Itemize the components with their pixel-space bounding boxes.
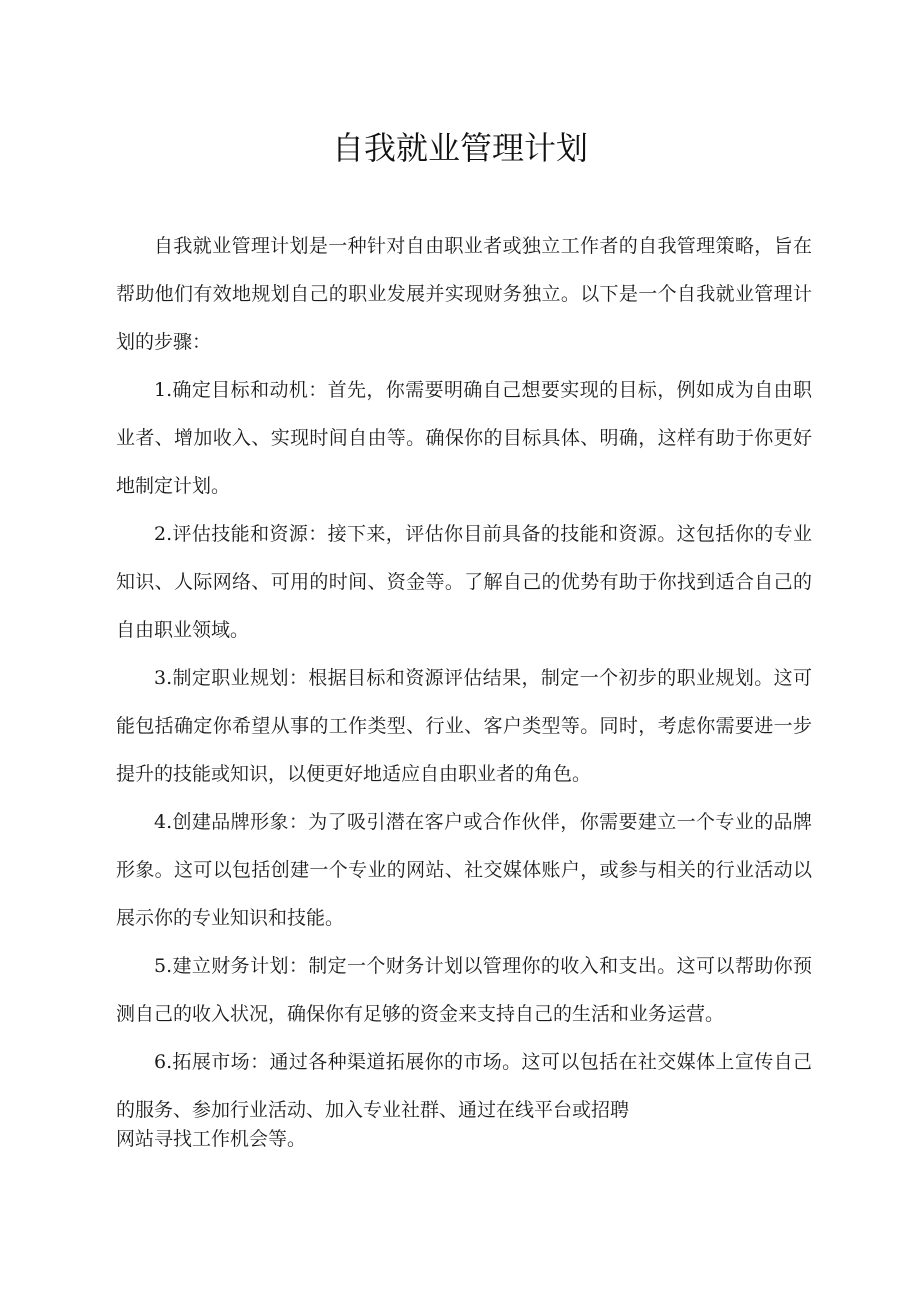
paragraph-step-4: 4.创建品牌形象：为了吸引潜在客户或合作伙伴，你需要建立一个专业的品牌形象。这可以包括创建一个专业的网站、社交媒体账户，或参与相关的行业活动以展示你的专业知识和技能。 [116,811,812,929]
paragraph-step-1: 1.确定目标和动机：首先，你需要明确自己想要实现的目标，例如成为自由职业者、增加收入、实现时间自由等。确保你的目标具体、明确，这样有助于你更好地制定计划。 [116,379,812,497]
paragraph-step-6: 6.拓展市场：通过各种渠道拓展你的市场。这可以包括在社交媒体上宣传自己的服务、参加行业活动、加入专业社群、通过在线平台或招聘 [116,1051,812,1121]
paragraph-step-2: 2.评估技能和资源：接下来，评估你目前具备的技能和资源。这包括你的专业知识、人际网络、可用的时间、资金等。了解自己的优势有助于你找到适合自己的自由职业领域。 [116,523,812,641]
document-body [116,222,812,1152]
paragraph-step-3: 3.制定职业规划：根据目标和资源评估结果，制定一个初步的职业规划。这可能包括确定你希望从事的工作类型、行业、客户类型等。同时，考虑你需要进一步提升的技能或知识，以便更好地适应自由职业者的角色。 [116,667,812,785]
paragraph-step-6-continuation: 网站寻找工作机会等。 [116,1128,307,1150]
paragraph-intro: 自我就业管理计划是一种针对自由职业者或独立工作者的自我管理策略，旨在帮助他们有效地规划自己的职业发展并实现财务独立。以下是一个自我就业管理计划的步骤： [116,235,812,353]
document-title: 自我就业管理计划 [331,129,588,167]
paragraph-step-5: 5.建立财务计划：制定一个财务计划以管理你的收入和支出。这可以帮助你预测自己的收入状况，确保你有足够的资金来支持自己的生活和业务运营。 [116,955,812,1025]
